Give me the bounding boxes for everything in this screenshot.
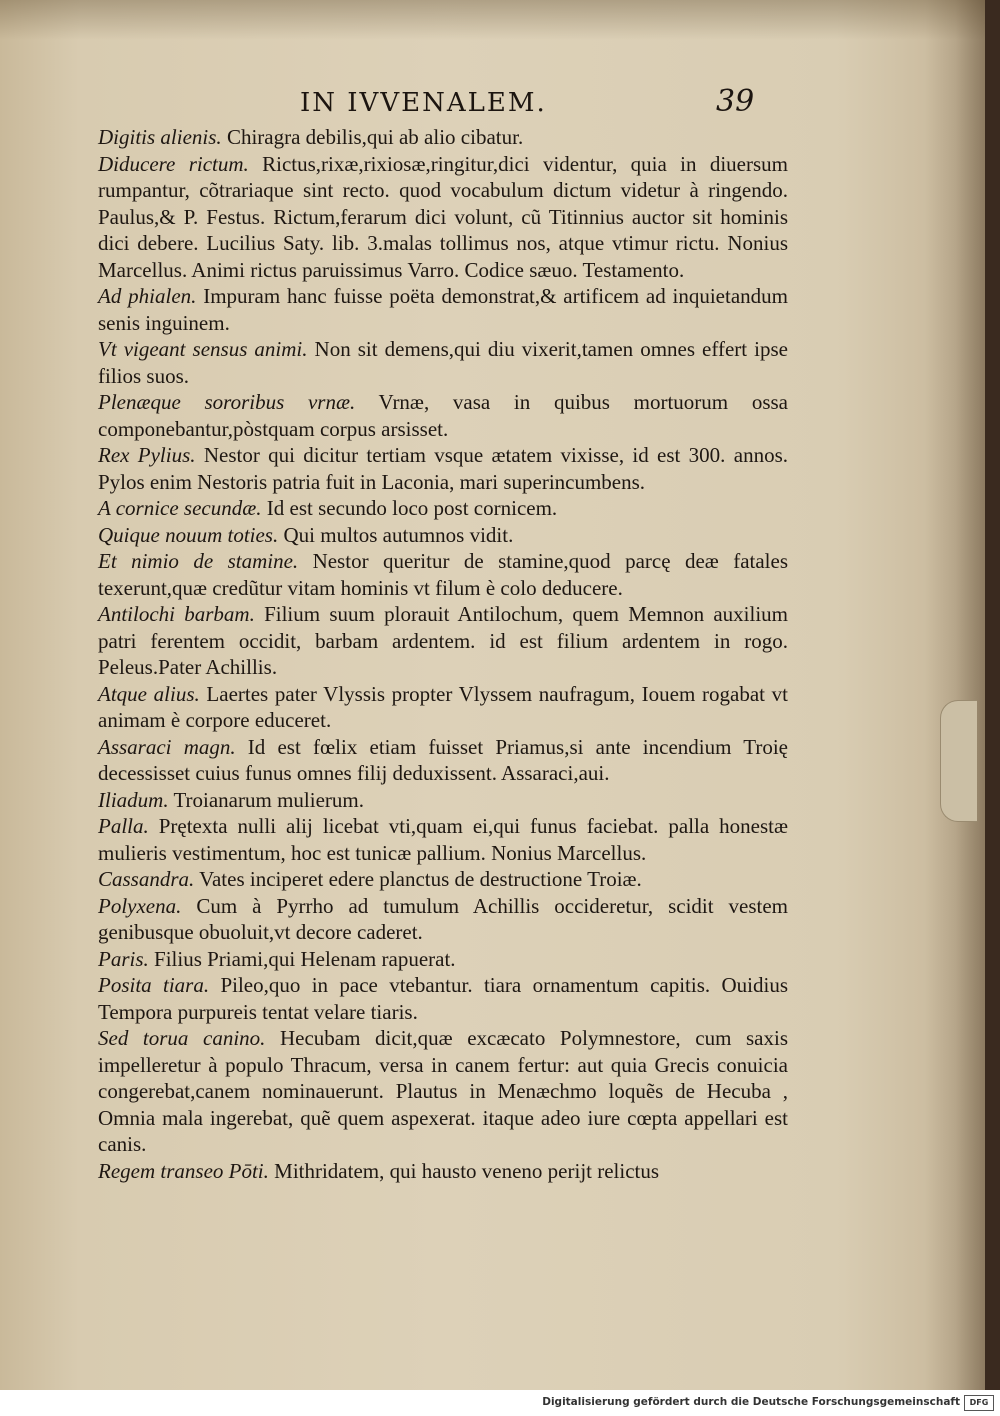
commentary-entry: [98, 522, 788, 549]
entry-text: Pileo,quo in pace vtebantur. tiara ornamentum capitis. Ouidius Tempora purpureis tentat velare tiaris.: [98, 973, 788, 1024]
commentary-entry: [98, 283, 788, 336]
entry-lemma: Cassandra.: [98, 867, 195, 891]
entry-lemma: Posita tiara.: [98, 973, 210, 997]
commentary-entry: [98, 866, 788, 893]
funding-credit: Digitalisierung gefördert durch die Deutsche Forschungsgemeinschaft: [542, 1396, 960, 1408]
page-top-shadow: [0, 0, 985, 40]
entry-lemma: Assaraci magn.: [98, 734, 236, 759]
entry-lemma: Polyxena.: [98, 893, 182, 918]
entry-lemma: Plenæque sororibus vrnæ.: [98, 390, 356, 414]
commentary-text: [98, 124, 788, 1184]
entry-lemma: Iliadum.: [98, 787, 169, 812]
entry-text: Chiragra debilis,qui ab alio cibatur.: [221, 125, 524, 149]
entry-lemma: Quique nouum toties.: [98, 522, 279, 547]
commentary-entry: [98, 389, 788, 442]
commentary-entry: [98, 601, 788, 681]
entry-lemma: Rex Pylius.: [98, 443, 196, 467]
page-number: 39: [716, 84, 755, 119]
running-head: IN IVVENALEM.: [300, 88, 547, 118]
entry-text: Id est secundo loco post cornicem.: [261, 496, 558, 520]
commentary-entry: [98, 1025, 788, 1158]
entry-text: Qui multos autumnos vidit.: [278, 522, 514, 547]
entry-text: Laertes pater Vlyssis propter Vlyssem naufragum, Iouem rogabat vt animam è corpore educeret.: [98, 681, 788, 732]
commentary-entry: [98, 787, 788, 814]
commentary-entry: [98, 893, 788, 946]
entry-text: Rictus,rixæ,rixiosæ,ringitur,dici videntur, quia in diuersum rumpantur, cõtrariaque sint recto. quod vocabulum dictum videtur à ringendo. Paulus,& P. Festus. Rictum,ferarum dici volunt, cũ Titinnius auctor sit hominis dici debere. Lucilius Saty. lib. 3.malas tollimus nos, atque vtimur rictu. Nonius Marcellus. Animi rictus paruissimus Varro. Codice sæuo. Testamento.: [98, 151, 788, 282]
entry-lemma: Vt vigeant sensus animi.: [98, 337, 308, 361]
entry-lemma: Sed torua canino.: [98, 1026, 266, 1050]
entry-text: Vates inciperet edere planctus de destructione Troiæ.: [194, 867, 642, 891]
entry-lemma: Palla.: [98, 814, 149, 838]
commentary-entry: [98, 495, 788, 522]
commentary-entry: [98, 124, 788, 151]
entry-text: Filius Priami,qui Helenam rapuerat.: [148, 946, 456, 971]
entry-lemma: Antilochi barbam.: [98, 602, 255, 626]
commentary-entry: [98, 946, 788, 973]
entry-text: Non sit demens,qui diu vixerit,tamen omnes effert ipse filios suos.: [98, 337, 788, 388]
entry-lemma: Et nimio de stamine.: [98, 549, 299, 573]
commentary-entry: [98, 1158, 788, 1185]
entry-text: Mithridatem, qui hausto veneno perijt relictus: [268, 1158, 660, 1183]
entry-lemma: Regem transeo Pōti.: [98, 1158, 269, 1183]
entry-text: Troianarum mulierum.: [168, 787, 364, 812]
entry-text: Prętexta nulli alij licebat vti,quam ei,qui funus faciebat. palla honestæ mulieris vestimentum, hoc est tunicæ pallium. Nonius Marcellus.: [98, 814, 788, 865]
page-clip-tab: [940, 700, 977, 822]
commentary-entry: [98, 151, 788, 284]
entry-text: Cum à Pyrrho ad tumulum Achillis occideretur, scidit vestem genibusque obuoluit,vt decore caderet.: [98, 893, 788, 944]
commentary-entry: [98, 972, 788, 1025]
entry-lemma: Atque alius.: [98, 681, 200, 706]
commentary-entry: [98, 442, 788, 495]
commentary-entry: [98, 813, 788, 866]
commentary-entry: [98, 681, 788, 734]
entry-text: Hecubam dicit,quæ excæcato Polymnestore, cum saxis impelleretur à populo Thracum, versa in canem fertur: aut quia Grecis conuicia congerebat,canem nominauerunt. Plautus in Menæchmo loquẽs de Hecuba , Omnia mala ingerebat, quẽ quem aspexerat. itaque adeo iure cœpta appellari est canis.: [98, 1026, 788, 1156]
entry-text: Filium suum plorauit Antilochum, quem Memnon auxilium patri ferentem occidit, barbam ardentem. id est filium ardentem in rogo. Peleus.Pater Achillis.: [98, 602, 788, 679]
commentary-entry: [98, 734, 788, 787]
entry-text: Id est fœlix etiam fuisset Priamus,si ante incendium Troię decessisset cuius funus omnes filij deduxissent. Assaraci,aui.: [98, 734, 788, 785]
entry-text: Impuram hanc fuisse poëta demonstrat,& artificem ad inquietandum senis inguinem.: [98, 284, 788, 335]
commentary-entry: [98, 548, 788, 601]
entry-lemma: Ad phialen.: [98, 284, 197, 308]
entry-text: Vrnæ, vasa in quibus mortuorum ossa componebantur,pòstquam corpus arsisset.: [98, 390, 788, 441]
entry-lemma: Diducere rictum.: [98, 151, 249, 176]
commentary-entry: [98, 336, 788, 389]
entry-lemma: A cornice secundæ.: [98, 496, 262, 520]
footer-bar: [0, 1390, 1000, 1416]
entry-text: Nestor qui dicitur tertiam vsque ætatem vixisse, id est 300. annos. Pylos enim Nestoris patria fuit in Laconia, mari superincumbens.: [98, 443, 788, 494]
page-gutter-shadow: [925, 0, 985, 1390]
entry-text: Nestor queritur de stamine,quod parcę deæ fatales texerunt,quæ credũtur vitam hominis vt filum è colo deducere.: [98, 549, 788, 600]
entry-lemma: Digitis alienis.: [98, 125, 222, 149]
entry-lemma: Paris.: [98, 946, 149, 971]
dfg-logo: DFG: [964, 1395, 994, 1411]
